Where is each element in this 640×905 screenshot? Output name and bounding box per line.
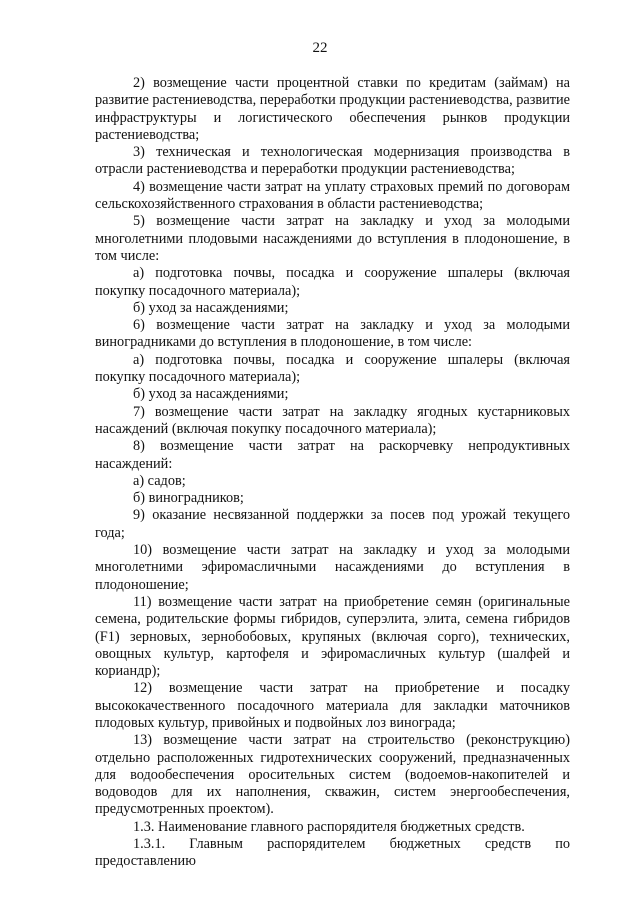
paragraph: б) виноградников; [133, 490, 244, 507]
paragraph: 11) возмещение части затрат на приобретение семян (оригинальные семена, родительские формы гибридов, суперэлита, элита, семена гибридов (F1) зерновых, зернобобовых, крупяных (включая сорго), технических, овощных культур, картофеля и эфиромасличных культур (шалфей и кориандр); [95, 593, 570, 680]
paragraph: 2) возмещение части процентной ставки по кредитам (займам) на развитие растениеводства, переработки продукции растениеводства, развитие инфраструктуры и логистического обеспечения рынков продукции растениеводства; [95, 75, 571, 143]
paragraph: а) подготовка почвы, посадка и сооружение шпалеры (включая покупку посадочного материала); [95, 351, 570, 386]
paragraph: а) подготовка почвы, посадка и сооружение шпалеры (включая покупку посадочного материала); [95, 265, 570, 299]
paragraph: 10) возмещение части затрат на закладку и уход за молодыми многолетними эфиромасличными насаждениями до вступления в плодоношение; [95, 542, 570, 593]
paragraph: 6) возмещение части затрат на закладку и уход за молодыми виноградниками до вступления в плодоношение, в том числе: [95, 317, 570, 351]
paragraph: б) уход за насаждениями; [133, 299, 289, 316]
paragraph: 12) возмещение части затрат на приобретение и посадку высококачественного посадочного материала для закладки маточников плодовых культур, привойных и подвойных лоз винограда; [95, 680, 570, 731]
paragraph: 4) возмещение части затрат на уплату страховых премий по договорам сельскохозяйственного страхования в области растениеводства; [95, 178, 570, 213]
paragraph: 1.3. Наименование главного распорядителя бюджетных средств. [133, 818, 525, 835]
document-body [95, 75, 570, 871]
paragraph: 5) возмещение части затрат на закладку и уход за молодыми многолетними плодовыми насаждениями до вступления в плодоношение, в том числе: [95, 213, 570, 264]
paragraph: 9) оказание несвязанной поддержки за посев под урожай текущего года; [95, 507, 570, 541]
paragraph: 7) возмещение части затрат на закладку ягодных кустарниковых насаждений (включая покупку посадочного материала); [95, 403, 570, 437]
paragraph: б) уход за насаждениями; [133, 386, 289, 403]
paragraph: 1.3.1. Главным распорядителем бюджетных средств по предоставлению [95, 836, 570, 870]
paragraph: 3) техническая и технологическая модернизация производства в отрасли растениеводства и переработки продукции растениеводства; [95, 144, 570, 178]
page-number: 22 [312, 40, 328, 56]
paragraph: 13) возмещение части затрат на строительство (реконструкцию) отдельно расположенных гидротехнических сооружений, предназначенных для водообеспечения оросительных систем (водоемов-накопителей и водоводов для их наполнения, скважин, систем энергообеспечения, предусмотренных проектом). [95, 732, 570, 818]
paragraph: а) садов; [133, 472, 186, 489]
paragraph: 8) возмещение части затрат на раскорчевку непродуктивных насаждений: [95, 438, 570, 472]
